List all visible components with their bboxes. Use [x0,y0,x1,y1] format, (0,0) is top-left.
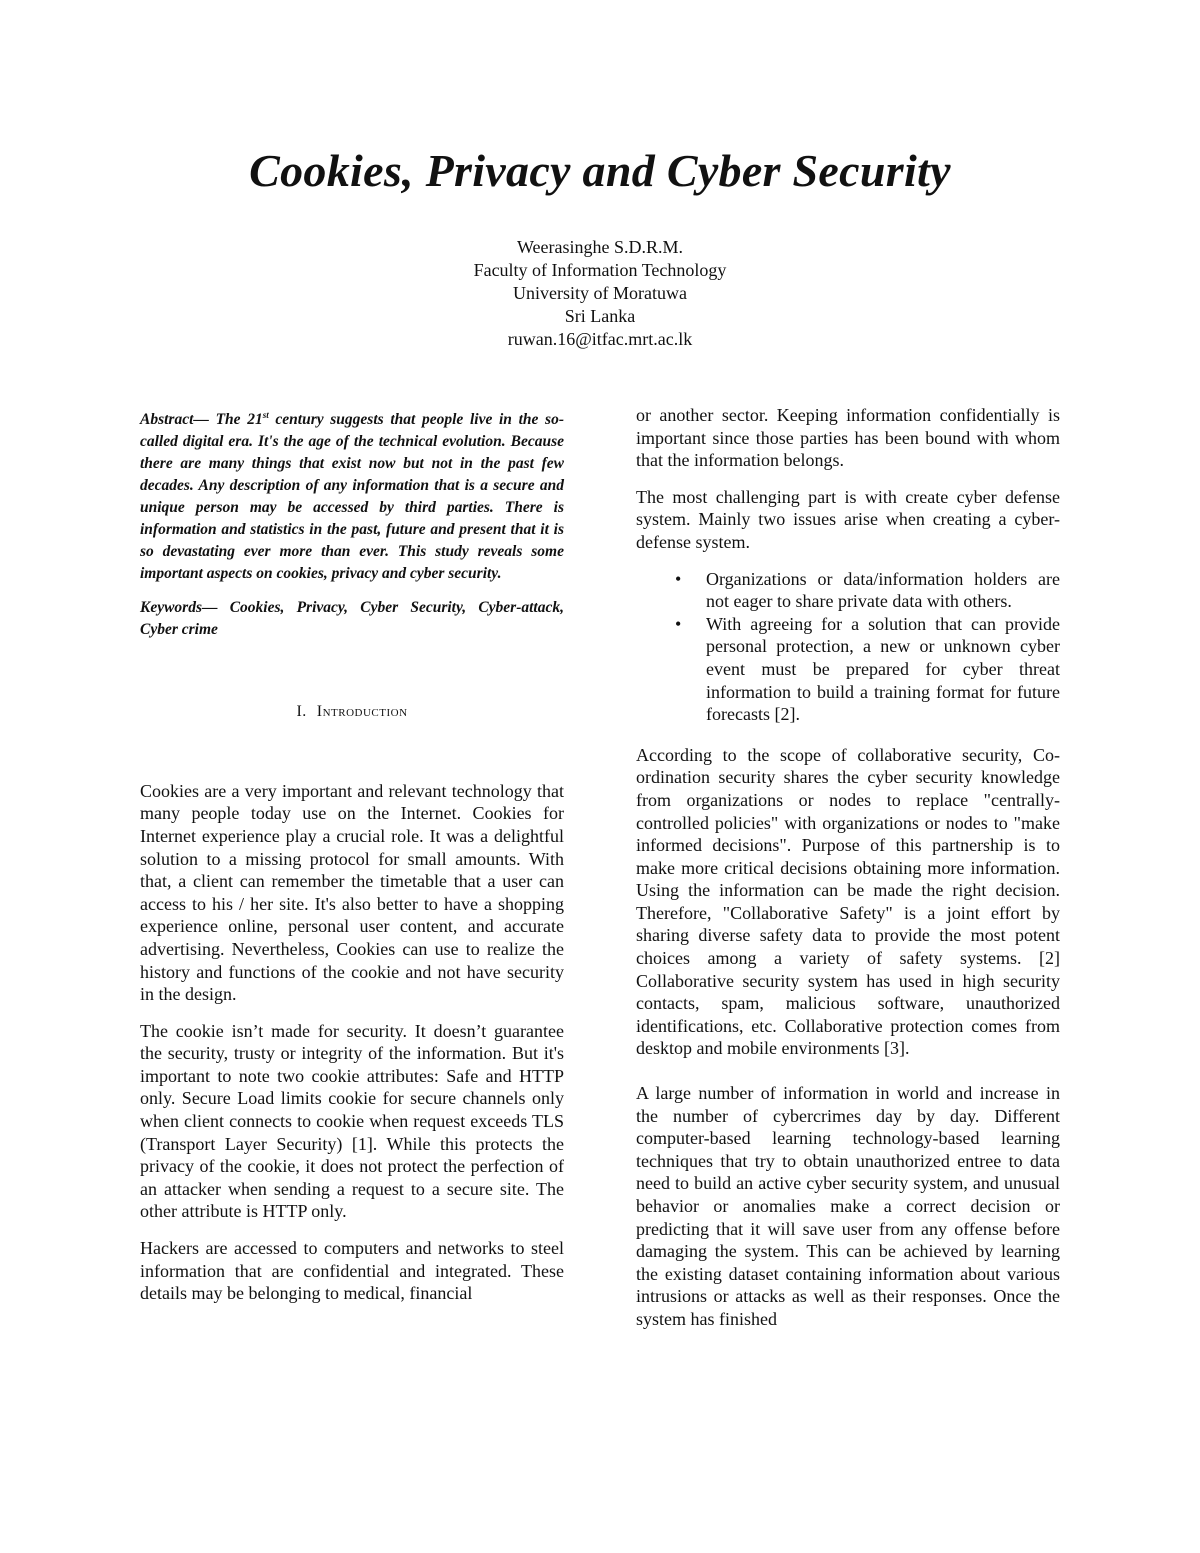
section-number: I. [296,703,307,721]
abstract-lead: Abstract [140,411,194,429]
paper-title: Cookies, Privacy and Cyber Security [249,145,951,196]
intro-paragraph-1: Cookies are a very important and relevant technology that many people today use on the Internet. Cookies for Internet experience play a crucial role. It was a delightful solution to a missing protocol for small amounts. With that, a client can remember the timetable that a user can access to his / her site. It's also better to have a shopping experience online, personal user content, and accurate advertising. Nevertheless, Cookies can use to realize the history and functions of the cookie and not have security in the design. [140,780,564,1005]
keywords: Keywords— Cookies, Privacy, Cyber Security, Cyber-attack, Cyber crime [140,599,564,639]
author-block [0,236,1200,351]
intro-paragraph-2: The cookie isn’t made for security. It doesn’t guarantee the security, trusty or integrity of the information. But it's important to note two cookie attributes: Safe and HTTP only. Secure Load limits cookie for secure channels only when client connects to cookie when request exceeds TLS (Transport Layer Security) [1]. While this protects the privacy of the cookie, it does not protect the perfection of an attacker when sending a request to a secure site. The other attribute is HTTP only. [140,1020,564,1222]
author-university: University of Moratuwa [513,283,687,303]
list-item: • With agreeing for a solution that can provide personal protection, a new or unknown cyber event must be prepared for cyber threat information to build a training format for future forecasts [2]. [706,613,1060,726]
author-name: Weerasinghe S.D.R.M. [516,237,684,257]
right-paragraph-1: or another sector. Keeping information confidentially is important since those parties has been bound with whom that the information belongs. [636,405,1060,471]
abstract-pre: — The 21 [193,411,263,429]
abstract-sup: st [262,410,269,420]
list-item: • Organizations or data/information holders are not eager to share private data with others. [706,568,1060,613]
author-faculty: Faculty of Information Technology [473,260,727,280]
left-column [140,404,564,1319]
right-paragraph-3: According to the scope of collaborative security, Co-ordination security shares the cyber security knowledge from organizations or nodes to replace "centrally-controlled policies" with organizations or nodes to "make informed decisions". Purpose of this partnership is to make more critical decisions obtaining more information. Using the information can be made the right decision. Therefore, "Collaborative Safety" is a joint effort by sharing diverse safety data to provide the most potent choices among a variety of safety systems. [2] Collaborative security system has used in high security contacts, spam, malicious software, unauthorized identifications, etc. Collaborative protection comes from desktop and mobile environments [3]. [636,744,1060,1059]
author-email: ruwan.16@itfac.mrt.ac.lk [507,329,693,349]
issues-list [636,568,1060,726]
author-country: Sri Lanka [564,306,636,326]
right-column [636,404,1060,1345]
intro-paragraph-3: Hackers are accessed to computers and networks to steel information that are confidential and integrated. These details may be belonging to medical, financial [140,1238,564,1304]
right-paragraph-2: The most challenging part is with create cyber defense system. Mainly two issues arise when creating a cyber-defense system. [636,486,1060,552]
right-paragraph-4: A large number of information in world and increase in the number of cybercrimes day by day. Different computer-based learning technology-based learning techniques that try to obtain unauthorized entree to data need to build an active cyber security system, and unusual behavior or anomalies make a correct decision or predicting that it will save user from any offense before damaging the system. This can be achieved by learning the existing dataset containing information about various intrusions or attacks as well as their responses. Once the system has finished [636,1083,1060,1329]
section-title: Introduction [316,703,408,721]
abstract [140,404,564,585]
abstract-text: century suggests that people live in the so-called digital era. It's the age of the technical evolution. Because there are many things that exist now but not in the past few decades. Any description of any information that is a secure and unique person may be accessed by third parties. There is information and statistics in the past, future and present that it is so devastating ever more than ever. This study reveals some important aspects on cookies, privacy and cyber security. [140,411,564,583]
section-heading-introduction [140,701,564,724]
